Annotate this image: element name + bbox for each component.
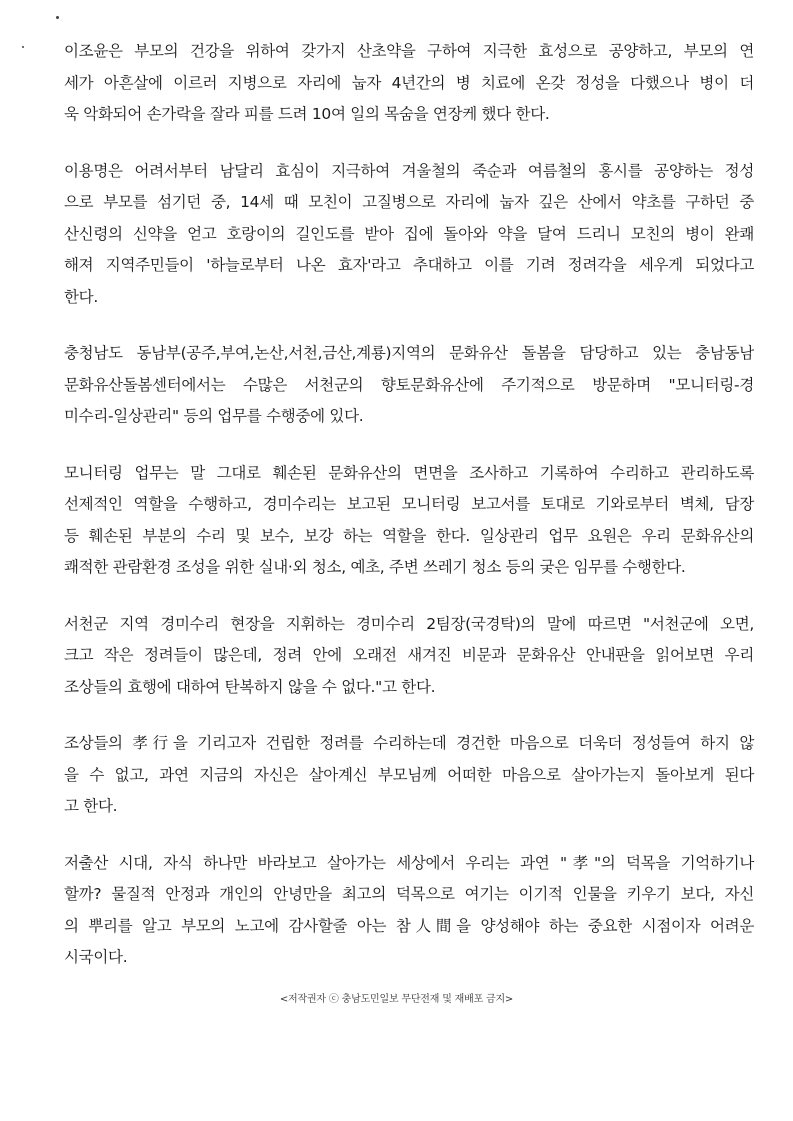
- text-line: 한다.: [64, 287, 98, 306]
- text-line: 미수리-일상관리" 등의 업무를 수행중에 있다.: [64, 407, 364, 425]
- text-line: 욱 악화되어 손가락을 잘라 피를 드려 10여 일의 목숨을 연장케 했다 한다.: [64, 105, 550, 123]
- article-body: [64, 36, 754, 999]
- text-line: 등 훼손된 부분의 수리 및 보수, 보강 하는 역할을 한다. 일상관리 업무 요원은 우리 문화유산의: [64, 526, 754, 545]
- scan-speck: [22, 46, 24, 48]
- paragraph-3: [64, 338, 754, 433]
- text-line: 크고 작은 정려들이 많은데, 정려 안에 오래전 새겨진 비문과 문화유산 안내판을 읽어보면 우리: [64, 646, 754, 664]
- text-line: 할까? 물질적 안정과 개인의 안녕만을 최고의 덕목으로 여기는 이기적 인물을 키우기 보다, 자신: [64, 885, 754, 903]
- text-line: 선제적인 역할을 수행하고, 경미수리는 보고된 모니터링 보고서를 토대로 기와로부터 벽체, 담장: [64, 495, 754, 513]
- text-line: 서천군 지역 경미수리 현장을 지휘하는 경미수리 2팀장(국경탁)의 말에 따르면 "서천군에 오면,: [64, 614, 754, 633]
- text-line: 조상들의 효행에 대하여 탄복하지 않을 수 없다."고 한다.: [64, 677, 436, 696]
- paragraph-2: [64, 156, 754, 314]
- paragraph-5: [64, 609, 754, 704]
- text-line: 모니터링 업무는 말 그대로 훼손된 문화유산의 면면을 조사하고 기록하여 수리하고 관리하도록: [64, 463, 754, 482]
- text-line: 저출산 시대, 자식 하나만 바라보고 살아가는 세상에서 우리는 과연 "孝"의 덕목을 기억하기나: [64, 853, 754, 872]
- text-line: 의 뿌리를 알고 부모의 노고에 감사할줄 아는 참人間을 양성해야 하는 중요한 시점이자 어려운: [64, 916, 754, 935]
- text-line: 세가 아흔살에 이르러 지병으로 자리에 눕자 4년간의 병 치료에 온갖 정성을 다했으나 병이 더: [64, 73, 754, 92]
- text-line: 고 한다.: [64, 797, 118, 815]
- paragraph-7: [64, 848, 754, 974]
- text-line: 이용명은 어려서부터 남달리 효심이 지극하여 겨울철의 죽순과 여름철의 홍시를 공양하는 정성: [64, 161, 754, 180]
- text-line: 이조윤은 부모의 건강을 위하여 갖가지 산초약을 구하여 지극한 효성으로 공양하고, 부모의 연: [64, 42, 754, 60]
- paragraph-4: [64, 458, 754, 584]
- text-line: 해져 지역주민들이 '하늘로부터 나온 효자'라고 추대하고 이를 기려 정려각을 세우게 되었다고: [64, 256, 754, 274]
- text-line: 충청남도 동남부(공주,부여,논산,서천,금산,계룡)지역의 문화유산 돌봄을 담당하고 있는 충남동남: [64, 344, 754, 362]
- text-line: 시국이다.: [64, 948, 128, 966]
- text-line: 문화유산돌봄센터에서는 수많은 서천군의 향토문화유산에 주기적으로 방문하며 "모니터링-경: [64, 375, 754, 394]
- copyright-notice: <저작권자 ⓒ 충남도민일보 무단전재 및 재배포 금지>: [279, 994, 514, 1005]
- text-line: 조상들의 孝行을 기리고자 건립한 정려를 수리하는데 경건한 마음으로 더욱더 정성들여 하지 않: [64, 734, 754, 752]
- scan-speck: [56, 16, 59, 19]
- paragraph-1: [64, 36, 754, 131]
- text-line: 으로 부모를 섬기던 중, 14세 때 모친이 고질병으로 자리에 눕자 깊은 산에서 약초를 구하던 중: [64, 193, 754, 211]
- text-line: 쾌적한 관람환경 조성을 위한 실내·외 청소, 예초, 주변 쓰레기 청소 등의 궂은 임무를 수행한다.: [64, 558, 686, 576]
- text-line: 을 수 없고, 과연 지금의 자신은 살아계신 부모님께 어떠한 마음으로 살아가는지 돌아보게 된다: [64, 765, 754, 784]
- text-line: 산신령의 신약을 얻고 호랑이의 길인도를 받아 집에 돌아와 약을 달여 드리니 모친의 병이 완쾌: [64, 224, 754, 243]
- paragraph-6: [64, 728, 754, 823]
